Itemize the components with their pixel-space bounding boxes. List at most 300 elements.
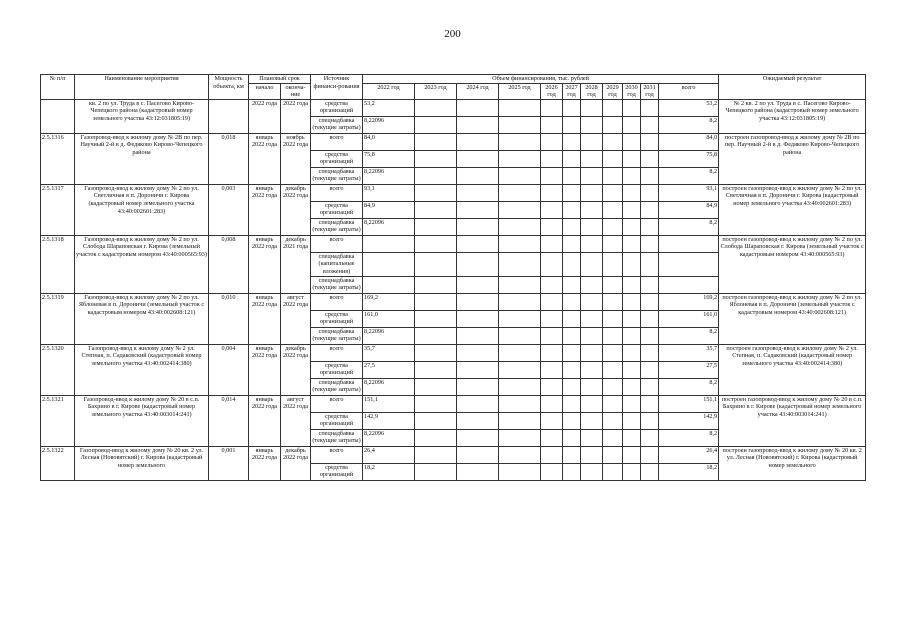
year-value-empty bbox=[457, 116, 499, 133]
year-value-empty bbox=[581, 463, 603, 480]
year-value-empty bbox=[623, 252, 641, 276]
year-value-empty bbox=[641, 412, 659, 429]
expected-result: построен газопровод-ввод к жилому дому № 20 кв. 2 ул. Лесная (Нововятский) г. Кирова (кадастровый номер земельного bbox=[719, 446, 866, 480]
year-value-empty bbox=[623, 395, 641, 412]
year-value-empty bbox=[415, 252, 457, 276]
year-value-empty bbox=[541, 184, 563, 201]
year-value-empty bbox=[415, 378, 457, 395]
year-value-empty bbox=[499, 167, 541, 184]
expected-result: построен газопровод-ввод к жилому дому № 20 в с.п. Бахрино в г. Кирове (кадастровый номер земельного участка 43:40:003014:241) bbox=[719, 395, 866, 446]
header-start: начало bbox=[249, 83, 281, 99]
year-value-empty bbox=[563, 293, 581, 310]
year-2022-value: 93,1 bbox=[363, 184, 415, 201]
header-row bbox=[41, 75, 866, 84]
header-year: 2028 год bbox=[581, 83, 603, 99]
year-value-empty bbox=[603, 276, 623, 293]
year-value-empty bbox=[457, 133, 499, 150]
year-value-empty bbox=[581, 167, 603, 184]
year-value-empty bbox=[563, 150, 581, 167]
year-value-empty bbox=[457, 463, 499, 480]
total-value: 8,2 bbox=[659, 429, 719, 446]
year-value-empty bbox=[581, 446, 603, 463]
year-value-empty bbox=[499, 201, 541, 218]
measure-name: кв. 2 по ул. Труда в с. Пасегово Кирово-Чепецкого района (кадастровый номер земельного участка 43:12:031805:19) bbox=[75, 99, 209, 133]
year-value-empty bbox=[581, 412, 603, 429]
year-value-empty bbox=[415, 412, 457, 429]
year-value-empty bbox=[457, 184, 499, 201]
year-value-empty bbox=[623, 310, 641, 327]
total-value: 53,2 bbox=[659, 99, 719, 116]
year-value-empty bbox=[623, 167, 641, 184]
year-value-empty bbox=[541, 344, 563, 361]
row-number: 2.5.1320 bbox=[41, 344, 75, 395]
year-value-empty bbox=[563, 116, 581, 133]
year-value-empty bbox=[641, 293, 659, 310]
year-value-empty bbox=[623, 218, 641, 235]
header-year: 2029 год bbox=[603, 83, 623, 99]
start-date: январь 2022 года bbox=[249, 395, 281, 446]
year-2022-value: 8,22096 bbox=[363, 116, 415, 133]
year-value-empty bbox=[641, 167, 659, 184]
year-value-empty bbox=[457, 429, 499, 446]
year-value-empty bbox=[623, 133, 641, 150]
table-row bbox=[41, 133, 866, 150]
measure-name: Газопровод-ввод к жилому дому № 2 ул. Степная, п. Садаковский (кадастровый номер земельного участка 43:40:002414:380) bbox=[75, 344, 209, 395]
year-value-empty bbox=[641, 378, 659, 395]
year-value-empty bbox=[623, 201, 641, 218]
year-value-empty bbox=[499, 116, 541, 133]
year-2022-value: 8,22096 bbox=[363, 167, 415, 184]
year-value-empty bbox=[581, 133, 603, 150]
year-2022-value bbox=[363, 252, 415, 276]
measure-name: Газопровод-ввод к жилому дому № 20 кв. 2 ул. Лесная (Нововятский) г. Кирова (кадастровый номер земельного bbox=[75, 446, 209, 480]
year-value-empty bbox=[499, 378, 541, 395]
year-2022-value: 8,22096 bbox=[363, 327, 415, 344]
total-value: 84,0 bbox=[659, 133, 719, 150]
year-value-empty bbox=[415, 361, 457, 378]
year-value-empty bbox=[415, 201, 457, 218]
financing-source: средства организаций bbox=[311, 361, 363, 378]
year-value-empty bbox=[641, 116, 659, 133]
year-value-empty bbox=[499, 276, 541, 293]
year-value-empty bbox=[623, 99, 641, 116]
year-2022-value: 27,5 bbox=[363, 361, 415, 378]
year-value-empty bbox=[457, 99, 499, 116]
year-value-empty bbox=[563, 310, 581, 327]
header-year: 2031 год bbox=[641, 83, 659, 99]
year-value-empty bbox=[603, 429, 623, 446]
total-value: 161,0 bbox=[659, 310, 719, 327]
header-year: 2030 год bbox=[623, 83, 641, 99]
row-number: 2.5.1322 bbox=[41, 446, 75, 480]
year-value-empty bbox=[623, 184, 641, 201]
year-value-empty bbox=[563, 446, 581, 463]
year-value-empty bbox=[541, 99, 563, 116]
year-value-empty bbox=[457, 167, 499, 184]
year-value-empty bbox=[499, 429, 541, 446]
year-value-empty bbox=[541, 378, 563, 395]
year-2022-value bbox=[363, 276, 415, 293]
year-value-empty bbox=[623, 235, 641, 252]
year-value-empty bbox=[563, 99, 581, 116]
year-value-empty bbox=[623, 412, 641, 429]
year-2022-value: 75,8 bbox=[363, 150, 415, 167]
capacity-value: 0,010 bbox=[209, 293, 249, 344]
measure-name: Газопровод-ввод к жилому дому № 2 по ул. Светличная в п. Дороничи г. Кирова (кадастровый номер земельного участка 43:40:002601:283) bbox=[75, 184, 209, 235]
year-value-empty bbox=[581, 344, 603, 361]
year-value-empty bbox=[457, 378, 499, 395]
year-value-empty bbox=[603, 201, 623, 218]
expected-result: № 2 кв. 2 по ул. Труда в с. Пасегово Кирово-Чепецкого района (кадастровый номер земельного участка 43:12:031805:19) bbox=[719, 99, 866, 133]
year-value-empty bbox=[623, 378, 641, 395]
year-value-empty bbox=[603, 150, 623, 167]
total-value: 151,1 bbox=[659, 395, 719, 412]
financing-source: всего bbox=[311, 235, 363, 252]
table-row bbox=[41, 235, 866, 252]
total-value: 8,2 bbox=[659, 116, 719, 133]
year-value-empty bbox=[499, 235, 541, 252]
year-value-empty bbox=[603, 327, 623, 344]
end-date: декабрь 2022 года bbox=[281, 344, 311, 395]
year-value-empty bbox=[603, 361, 623, 378]
row-number bbox=[41, 99, 75, 133]
year-value-empty bbox=[641, 133, 659, 150]
year-value-empty bbox=[603, 446, 623, 463]
year-value-empty bbox=[641, 395, 659, 412]
year-value-empty bbox=[499, 412, 541, 429]
year-value-empty bbox=[541, 446, 563, 463]
financing-source: спецнадбавка (текущие затраты) bbox=[312, 378, 361, 394]
year-value-empty bbox=[563, 184, 581, 201]
year-value-empty bbox=[581, 395, 603, 412]
year-value-empty bbox=[499, 463, 541, 480]
year-value-empty bbox=[563, 201, 581, 218]
table-row bbox=[41, 344, 866, 361]
header-num: № п/п bbox=[41, 75, 75, 100]
year-value-empty bbox=[415, 167, 457, 184]
end-date: август 2022 года bbox=[281, 395, 311, 446]
year-value-empty bbox=[415, 293, 457, 310]
year-2022-value: 84,9 bbox=[363, 201, 415, 218]
year-value-empty bbox=[563, 252, 581, 276]
header-year: 2026 год bbox=[541, 83, 563, 99]
year-value-empty bbox=[603, 395, 623, 412]
year-value-empty bbox=[581, 327, 603, 344]
year-2022-value: 84,0 bbox=[363, 133, 415, 150]
total-value: 8,2 bbox=[659, 378, 719, 395]
financing-source: спецнадбавка (капитальные вложения) bbox=[311, 252, 363, 276]
year-value-empty bbox=[541, 276, 563, 293]
year-value-empty bbox=[499, 218, 541, 235]
year-value-empty bbox=[415, 218, 457, 235]
year-value-empty bbox=[623, 446, 641, 463]
year-value-empty bbox=[581, 150, 603, 167]
row-number: 2.5.1321 bbox=[41, 395, 75, 446]
year-value-empty bbox=[457, 276, 499, 293]
year-2022-value: 161,0 bbox=[363, 310, 415, 327]
year-value-empty bbox=[641, 276, 659, 293]
year-value-empty bbox=[581, 201, 603, 218]
total-value: 35,7 bbox=[659, 344, 719, 361]
header-end: оконча-ние bbox=[281, 83, 311, 99]
total-value: 169,2 bbox=[659, 293, 719, 310]
year-value-empty bbox=[541, 167, 563, 184]
year-2022-value: 151,1 bbox=[363, 395, 415, 412]
year-value-empty bbox=[541, 218, 563, 235]
total-value: 8,2 bbox=[659, 327, 719, 344]
year-value-empty bbox=[415, 133, 457, 150]
year-value-empty bbox=[603, 167, 623, 184]
year-value-empty bbox=[541, 463, 563, 480]
year-value-empty bbox=[415, 395, 457, 412]
year-value-empty bbox=[641, 310, 659, 327]
year-value-empty bbox=[641, 218, 659, 235]
year-value-empty bbox=[563, 395, 581, 412]
year-value-empty bbox=[499, 344, 541, 361]
header-period: Плановый срок bbox=[249, 75, 311, 84]
year-value-empty bbox=[563, 361, 581, 378]
year-value-empty bbox=[581, 276, 603, 293]
header-year: 2024 год bbox=[457, 83, 499, 99]
total-value: 142,9 bbox=[659, 412, 719, 429]
header-name: Наименование мероприятия bbox=[75, 75, 209, 100]
total-value: 27,5 bbox=[659, 361, 719, 378]
year-value-empty bbox=[603, 116, 623, 133]
header-volume: Объем финансирования, тыс. рублей bbox=[363, 75, 719, 84]
year-value-empty bbox=[563, 429, 581, 446]
year-value-empty bbox=[623, 429, 641, 446]
start-date: 2022 года bbox=[249, 99, 281, 133]
year-2022-value: 8,22096 bbox=[363, 378, 415, 395]
end-date: 2022 года bbox=[281, 99, 311, 133]
header-total: всего bbox=[659, 83, 719, 99]
year-value-empty bbox=[457, 293, 499, 310]
year-value-empty bbox=[499, 327, 541, 344]
year-value-empty bbox=[603, 310, 623, 327]
year-value-empty bbox=[641, 429, 659, 446]
year-value-empty bbox=[541, 235, 563, 252]
year-2022-value: 8,22096 bbox=[363, 429, 415, 446]
capacity-value: 0,004 bbox=[209, 344, 249, 395]
year-value-empty bbox=[457, 327, 499, 344]
year-value-empty bbox=[457, 344, 499, 361]
year-value-empty bbox=[641, 327, 659, 344]
start-date: январь 2022 года bbox=[249, 293, 281, 344]
row-number: 2.5.1319 bbox=[41, 293, 75, 344]
total-value: 26,4 bbox=[659, 446, 719, 463]
year-value-empty bbox=[581, 116, 603, 133]
year-value-empty bbox=[541, 293, 563, 310]
start-date: январь 2022 года bbox=[249, 184, 281, 235]
measure-name: Газопровод-ввод к жилому дому № 2 по ул. Яблоневая в п. Дороничи (земельный участок с кадастровым номером 43:40:002608:121) bbox=[75, 293, 209, 344]
financing-source: средства организаций bbox=[311, 412, 363, 429]
year-value-empty bbox=[623, 293, 641, 310]
year-value-empty bbox=[623, 327, 641, 344]
year-value-empty bbox=[415, 99, 457, 116]
year-value-empty bbox=[641, 235, 659, 252]
year-value-empty bbox=[563, 276, 581, 293]
header-year: 2022 год bbox=[363, 83, 415, 99]
year-value-empty bbox=[499, 395, 541, 412]
total-value: 18,2 bbox=[659, 463, 719, 480]
financing-source: средства организаций bbox=[311, 99, 363, 116]
end-date: август 2022 года bbox=[281, 293, 311, 344]
financing-source: средства организаций bbox=[311, 310, 363, 327]
year-value-empty bbox=[541, 252, 563, 276]
measure-name: Газопровод-ввод к жилому дому № 2 по ул. Слобода Шараповская г. Кирова (земельный участок с кадастровым номером 43:40:000565:93) bbox=[75, 235, 209, 293]
end-date: декабрь 2021 года bbox=[281, 235, 311, 293]
year-value-empty bbox=[563, 167, 581, 184]
header-source: Источник финанси-рования bbox=[311, 75, 363, 100]
year-value-empty bbox=[415, 184, 457, 201]
year-value-empty bbox=[415, 344, 457, 361]
table-row bbox=[41, 184, 866, 201]
year-value-empty bbox=[541, 395, 563, 412]
year-value-empty bbox=[457, 361, 499, 378]
year-value-empty bbox=[623, 361, 641, 378]
financing-source: всего bbox=[311, 344, 363, 361]
year-value-empty bbox=[415, 463, 457, 480]
year-value-empty bbox=[581, 235, 603, 252]
year-value-empty bbox=[623, 150, 641, 167]
year-2022-value bbox=[363, 235, 415, 252]
year-value-empty bbox=[499, 184, 541, 201]
header-year: 2027 год bbox=[563, 83, 581, 99]
financing-source: всего bbox=[311, 446, 363, 463]
year-value-empty bbox=[415, 116, 457, 133]
year-value-empty bbox=[563, 463, 581, 480]
year-value-empty bbox=[603, 412, 623, 429]
year-value-empty bbox=[415, 446, 457, 463]
header-year: 2025 год bbox=[499, 83, 541, 99]
year-value-empty bbox=[457, 252, 499, 276]
year-value-empty bbox=[603, 184, 623, 201]
year-value-empty bbox=[623, 463, 641, 480]
year-value-empty bbox=[581, 99, 603, 116]
row-number: 2.5.1317 bbox=[41, 184, 75, 235]
year-2022-value: 53,2 bbox=[363, 99, 415, 116]
total-value: 8,2 bbox=[659, 167, 719, 184]
year-2022-value: 8,22096 bbox=[363, 218, 415, 235]
year-value-empty bbox=[641, 344, 659, 361]
year-value-empty bbox=[499, 252, 541, 276]
year-value-empty bbox=[541, 133, 563, 150]
year-value-empty bbox=[623, 116, 641, 133]
expected-result: построен газопровод-ввод к жилому дому № 2 по ул. Светличная в п. Дороничи г. Кирова (кадастровый номер земельного участка 43:40:002601:283) bbox=[719, 184, 866, 235]
year-value-empty bbox=[581, 378, 603, 395]
table-row bbox=[41, 99, 866, 116]
year-value-empty bbox=[641, 150, 659, 167]
year-value-empty bbox=[581, 429, 603, 446]
year-value-empty bbox=[641, 184, 659, 201]
capacity-value: 0,008 bbox=[209, 235, 249, 293]
year-value-empty bbox=[415, 235, 457, 252]
year-value-empty bbox=[563, 378, 581, 395]
financing-source: спецнадбавка (текущие затраты) bbox=[312, 218, 361, 234]
expected-result: построен газопровод-ввод к жилому дому № 2 ул. Степная, п. Садаковский (кадастровый номер земельного участка 43:40:002414:380) bbox=[719, 344, 866, 395]
financing-source: спецнадбавка (текущие затраты) bbox=[312, 167, 361, 183]
total-value bbox=[659, 276, 719, 293]
year-2022-value: 18,2 bbox=[363, 463, 415, 480]
total-value: 75,8 bbox=[659, 150, 719, 167]
year-value-empty bbox=[581, 310, 603, 327]
start-date: январь 2022 года bbox=[249, 446, 281, 480]
capacity-value bbox=[209, 99, 249, 133]
year-value-empty bbox=[563, 327, 581, 344]
capacity-value: 0,014 bbox=[209, 395, 249, 446]
capacity-value: 0,001 bbox=[209, 446, 249, 480]
year-value-empty bbox=[457, 446, 499, 463]
financing-source: спецнадбавка (текущие затраты) bbox=[312, 429, 361, 445]
financing-table bbox=[40, 74, 866, 481]
year-value-empty bbox=[641, 361, 659, 378]
year-value-empty bbox=[563, 133, 581, 150]
year-value-empty bbox=[603, 463, 623, 480]
year-value-empty bbox=[415, 150, 457, 167]
year-value-empty bbox=[641, 463, 659, 480]
financing-source: средства организаций bbox=[311, 463, 363, 480]
year-value-empty bbox=[541, 429, 563, 446]
year-value-empty bbox=[499, 133, 541, 150]
capacity-value: 0,003 bbox=[209, 184, 249, 235]
year-value-empty bbox=[541, 116, 563, 133]
year-value-empty bbox=[541, 150, 563, 167]
year-value-empty bbox=[457, 235, 499, 252]
year-value-empty bbox=[603, 344, 623, 361]
financing-source: спецнадбавка (текущие затраты) bbox=[312, 276, 361, 292]
year-value-empty bbox=[581, 184, 603, 201]
year-value-empty bbox=[541, 361, 563, 378]
financing-source: всего bbox=[311, 133, 363, 150]
financing-source: всего bbox=[311, 395, 363, 412]
year-value-empty bbox=[457, 201, 499, 218]
year-value-empty bbox=[541, 310, 563, 327]
year-value-empty bbox=[415, 327, 457, 344]
year-value-empty bbox=[563, 218, 581, 235]
year-value-empty bbox=[499, 99, 541, 116]
table-row bbox=[41, 293, 866, 310]
year-value-empty bbox=[457, 150, 499, 167]
year-value-empty bbox=[541, 201, 563, 218]
year-value-empty bbox=[415, 310, 457, 327]
financing-source: спецнадбавка (текущие затраты) bbox=[312, 327, 361, 343]
year-value-empty bbox=[563, 235, 581, 252]
total-value: 84,9 bbox=[659, 201, 719, 218]
end-date: ноябрь 2022 года bbox=[281, 133, 311, 184]
row-number: 2.5.1318 bbox=[41, 235, 75, 293]
year-value-empty bbox=[581, 361, 603, 378]
total-value: 8,2 bbox=[659, 218, 719, 235]
page-number: 200 bbox=[444, 28, 461, 40]
year-value-empty bbox=[415, 276, 457, 293]
financing-source: всего bbox=[311, 184, 363, 201]
year-value-empty bbox=[581, 218, 603, 235]
year-value-empty bbox=[603, 378, 623, 395]
start-date: январь 2022 года bbox=[249, 133, 281, 184]
year-value-empty bbox=[457, 310, 499, 327]
measure-name: Газопровод-ввод к жилому дому № 2В по пер. Научный 2-й в д. Федяково Кирово-Чепецкого района bbox=[75, 133, 209, 184]
total-value bbox=[659, 235, 719, 252]
year-value-empty bbox=[603, 293, 623, 310]
total-value bbox=[659, 252, 719, 276]
header-year: 2023 год bbox=[415, 83, 457, 99]
year-value-empty bbox=[603, 218, 623, 235]
financing-source: всего bbox=[311, 293, 363, 310]
expected-result: построен газопровод-ввод к жилому дому № 2 по ул. Слобода Шараповская г. Кирова (земельный участок с кадастровым номером 43:40:000565:93) bbox=[719, 235, 866, 293]
year-value-empty bbox=[499, 310, 541, 327]
year-value-empty bbox=[623, 344, 641, 361]
year-value-empty bbox=[563, 412, 581, 429]
